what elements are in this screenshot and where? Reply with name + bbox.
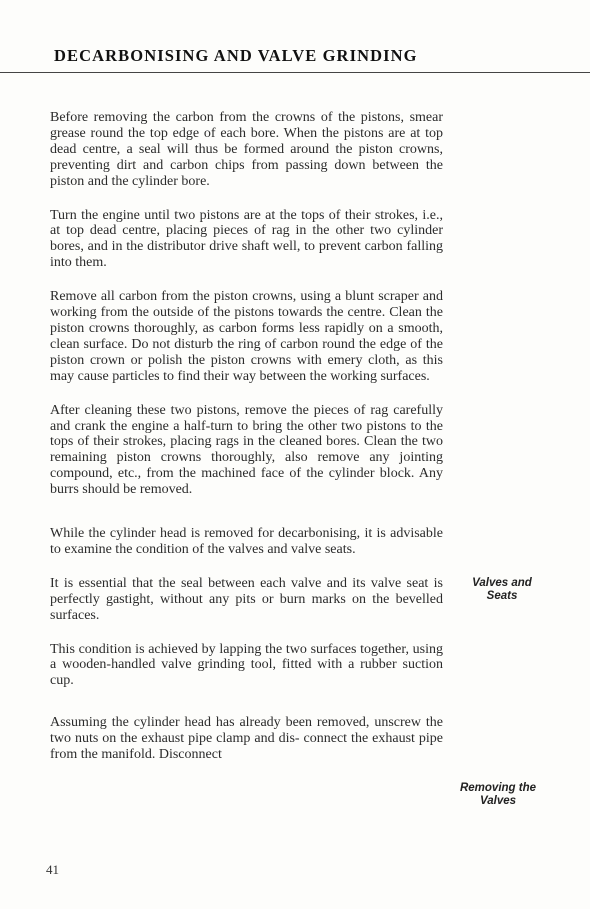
paragraph-examine-valves: While the cylinder head is removed for decarbonising, it is advisable to examine the condition of the valves and valve seats. [50, 526, 443, 557]
body-text [50, 110, 443, 763]
side-note-removing-valves [448, 782, 548, 808]
header-rule [0, 72, 590, 73]
side-note-line: Valves [479, 795, 517, 807]
paragraph-piston-grease: Before removing the carbon from the crowns of the pistons, smear grease round the top edge of each bore. When the pistons are at top dead centre, a seal will thus be formed around the piston crowns, preventing dirt and carbon chips from passing down between the piston and the cylinder bore. [50, 110, 443, 189]
page-title: DECARBONISING AND VALVE GRINDING [54, 46, 418, 65]
paragraph-turn-engine: Turn the engine until two pistons are at the tops of their strokes, i.e., at top dead centre, placing pieces of rag in the other two cylinder bores, and in the distributor drive shaft well, to prevent carbon falling into them. [50, 207, 443, 271]
page-header [0, 0, 590, 80]
paragraph-seal-gastight: It is essential that the seal between each valve and its valve seat is perfectly gastight, without any pits or burn marks on the bevelled surfaces. [50, 575, 443, 623]
paragraph-remove-carbon: Remove all carbon from the piston crowns, using a blunt scraper and working from the outside of the pistons towards the centre. Clean the piston crowns thoroughly, as carbon forms less rapidly on a smooth, clean surface. Do not disturb the ring of carbon round the edge of the piston crown or polish the piston crowns with emery cloth, as this may cause particles to find their way between the working surfaces. [50, 289, 443, 384]
side-note-line: Seats [486, 590, 518, 602]
side-note-valves-seats [452, 577, 552, 603]
side-note-line: Valves and [472, 577, 532, 589]
side-note-line: Removing the [459, 782, 537, 794]
paragraph-clean-pistons: After cleaning these two pistons, remove the pieces of rag carefully and crank the engine a half-turn to bring the other two pistons to the tops of their strokes, placing rags in the cleaned bores. Clean the two remaining piston crowns thoroughly, also remove any jointing compound, etc., from the machined face of the cylinder block. Any burrs should be removed. [50, 402, 443, 498]
paragraph-lapping: This condition is achieved by lapping the two surfaces together, using a wooden-handled valve grinding tool, fitted with a rubber suction cup. [50, 641, 443, 689]
paragraph-remove-exhaust: Assuming the cylinder head has already been removed, unscrew the two nuts on the exhaust pipe clamp and dis- connect the exhaust pipe from the manifold. Disconnect [50, 715, 443, 763]
page-number: 41 [46, 862, 59, 877]
